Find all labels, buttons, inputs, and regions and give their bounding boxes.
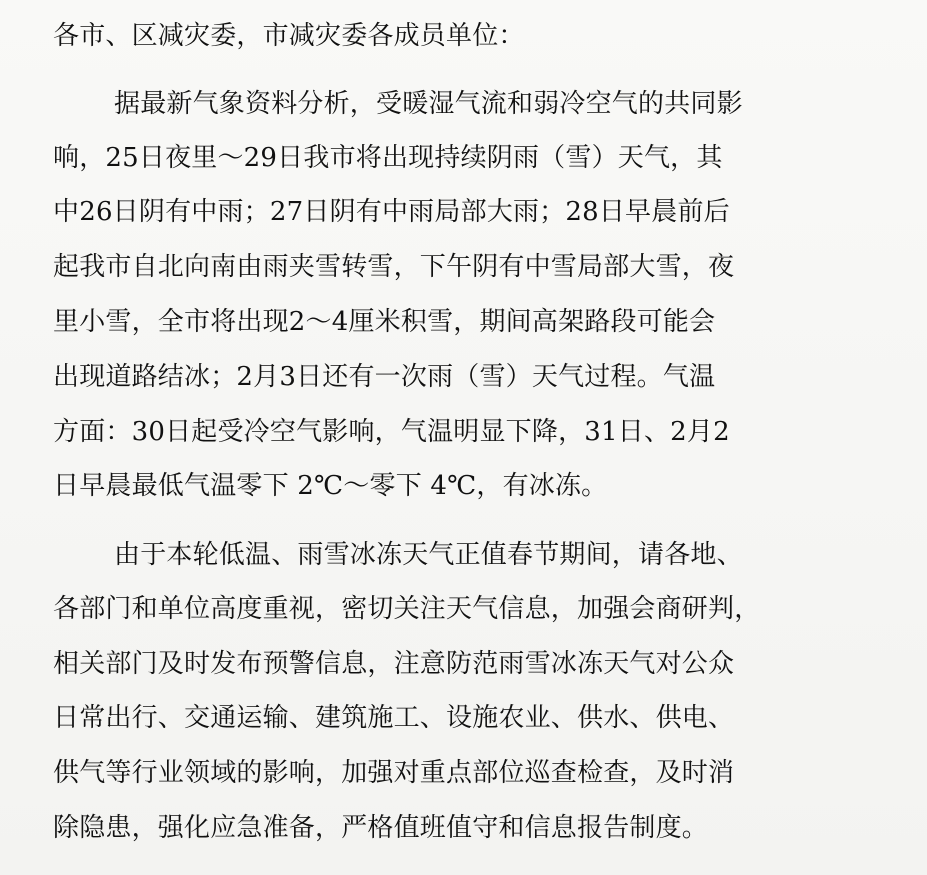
paragraph-1-line-1: 据最新气象资料分析，受暖湿气流和弱冷空气的共同影 xyxy=(114,89,743,119)
salutation-line: 各市、区减灾委，市减灾委各成员单位： xyxy=(53,21,525,51)
paragraph-1-line-2: 响，25日夜里～29日我市将出现持续阴雨（雪）天气，其 xyxy=(53,143,723,173)
paragraph-2-line-2: 各部门和单位高度重视，密切关注天气信息，加强会商研判， xyxy=(53,594,761,624)
paragraph-2-line-3: 相关部门及时发布预警信息，注意防范雨雪冰冻天气对公众 xyxy=(53,649,735,679)
paragraph-1-line-3: 中26日阴有中雨；27日阴有中雨局部大雨；28日早晨前后 xyxy=(53,197,730,227)
paragraph-1-line-4: 起我市自北向南由雨夹雪转雪，下午阴有中雪局部大雪，夜 xyxy=(53,252,735,282)
paragraph-1-line-7: 方面：30日起受冷空气影响，气温明显下降，31日、2月2 xyxy=(53,417,730,447)
paragraph-1-line-6: 出现道路结冰；2月3日还有一次雨（雪）天气过程。气温 xyxy=(53,362,716,392)
paragraph-2-line-1: 由于本轮低温、雨雪冰冻天气正值春节期间，请各地、 xyxy=(114,540,743,570)
paragraph-2-line-4: 日常出行、交通运输、建筑施工、设施农业、供水、供电、 xyxy=(53,703,735,733)
paragraph-1-line-5: 里小雪，全市将出现2～4厘米积雪，期间高架路段可能会 xyxy=(53,307,716,337)
paragraph-2-line-5: 供气等行业领域的影响，加强对重点部位巡查检查，及时消 xyxy=(53,758,735,788)
paragraph-2-line-6: 除隐患，强化应急准备，严格值班值守和信息报告制度。 xyxy=(53,813,709,843)
paragraph-1-line-8: 日早晨最低气温零下 2℃～零下 4℃，有冰冻。 xyxy=(53,471,608,501)
